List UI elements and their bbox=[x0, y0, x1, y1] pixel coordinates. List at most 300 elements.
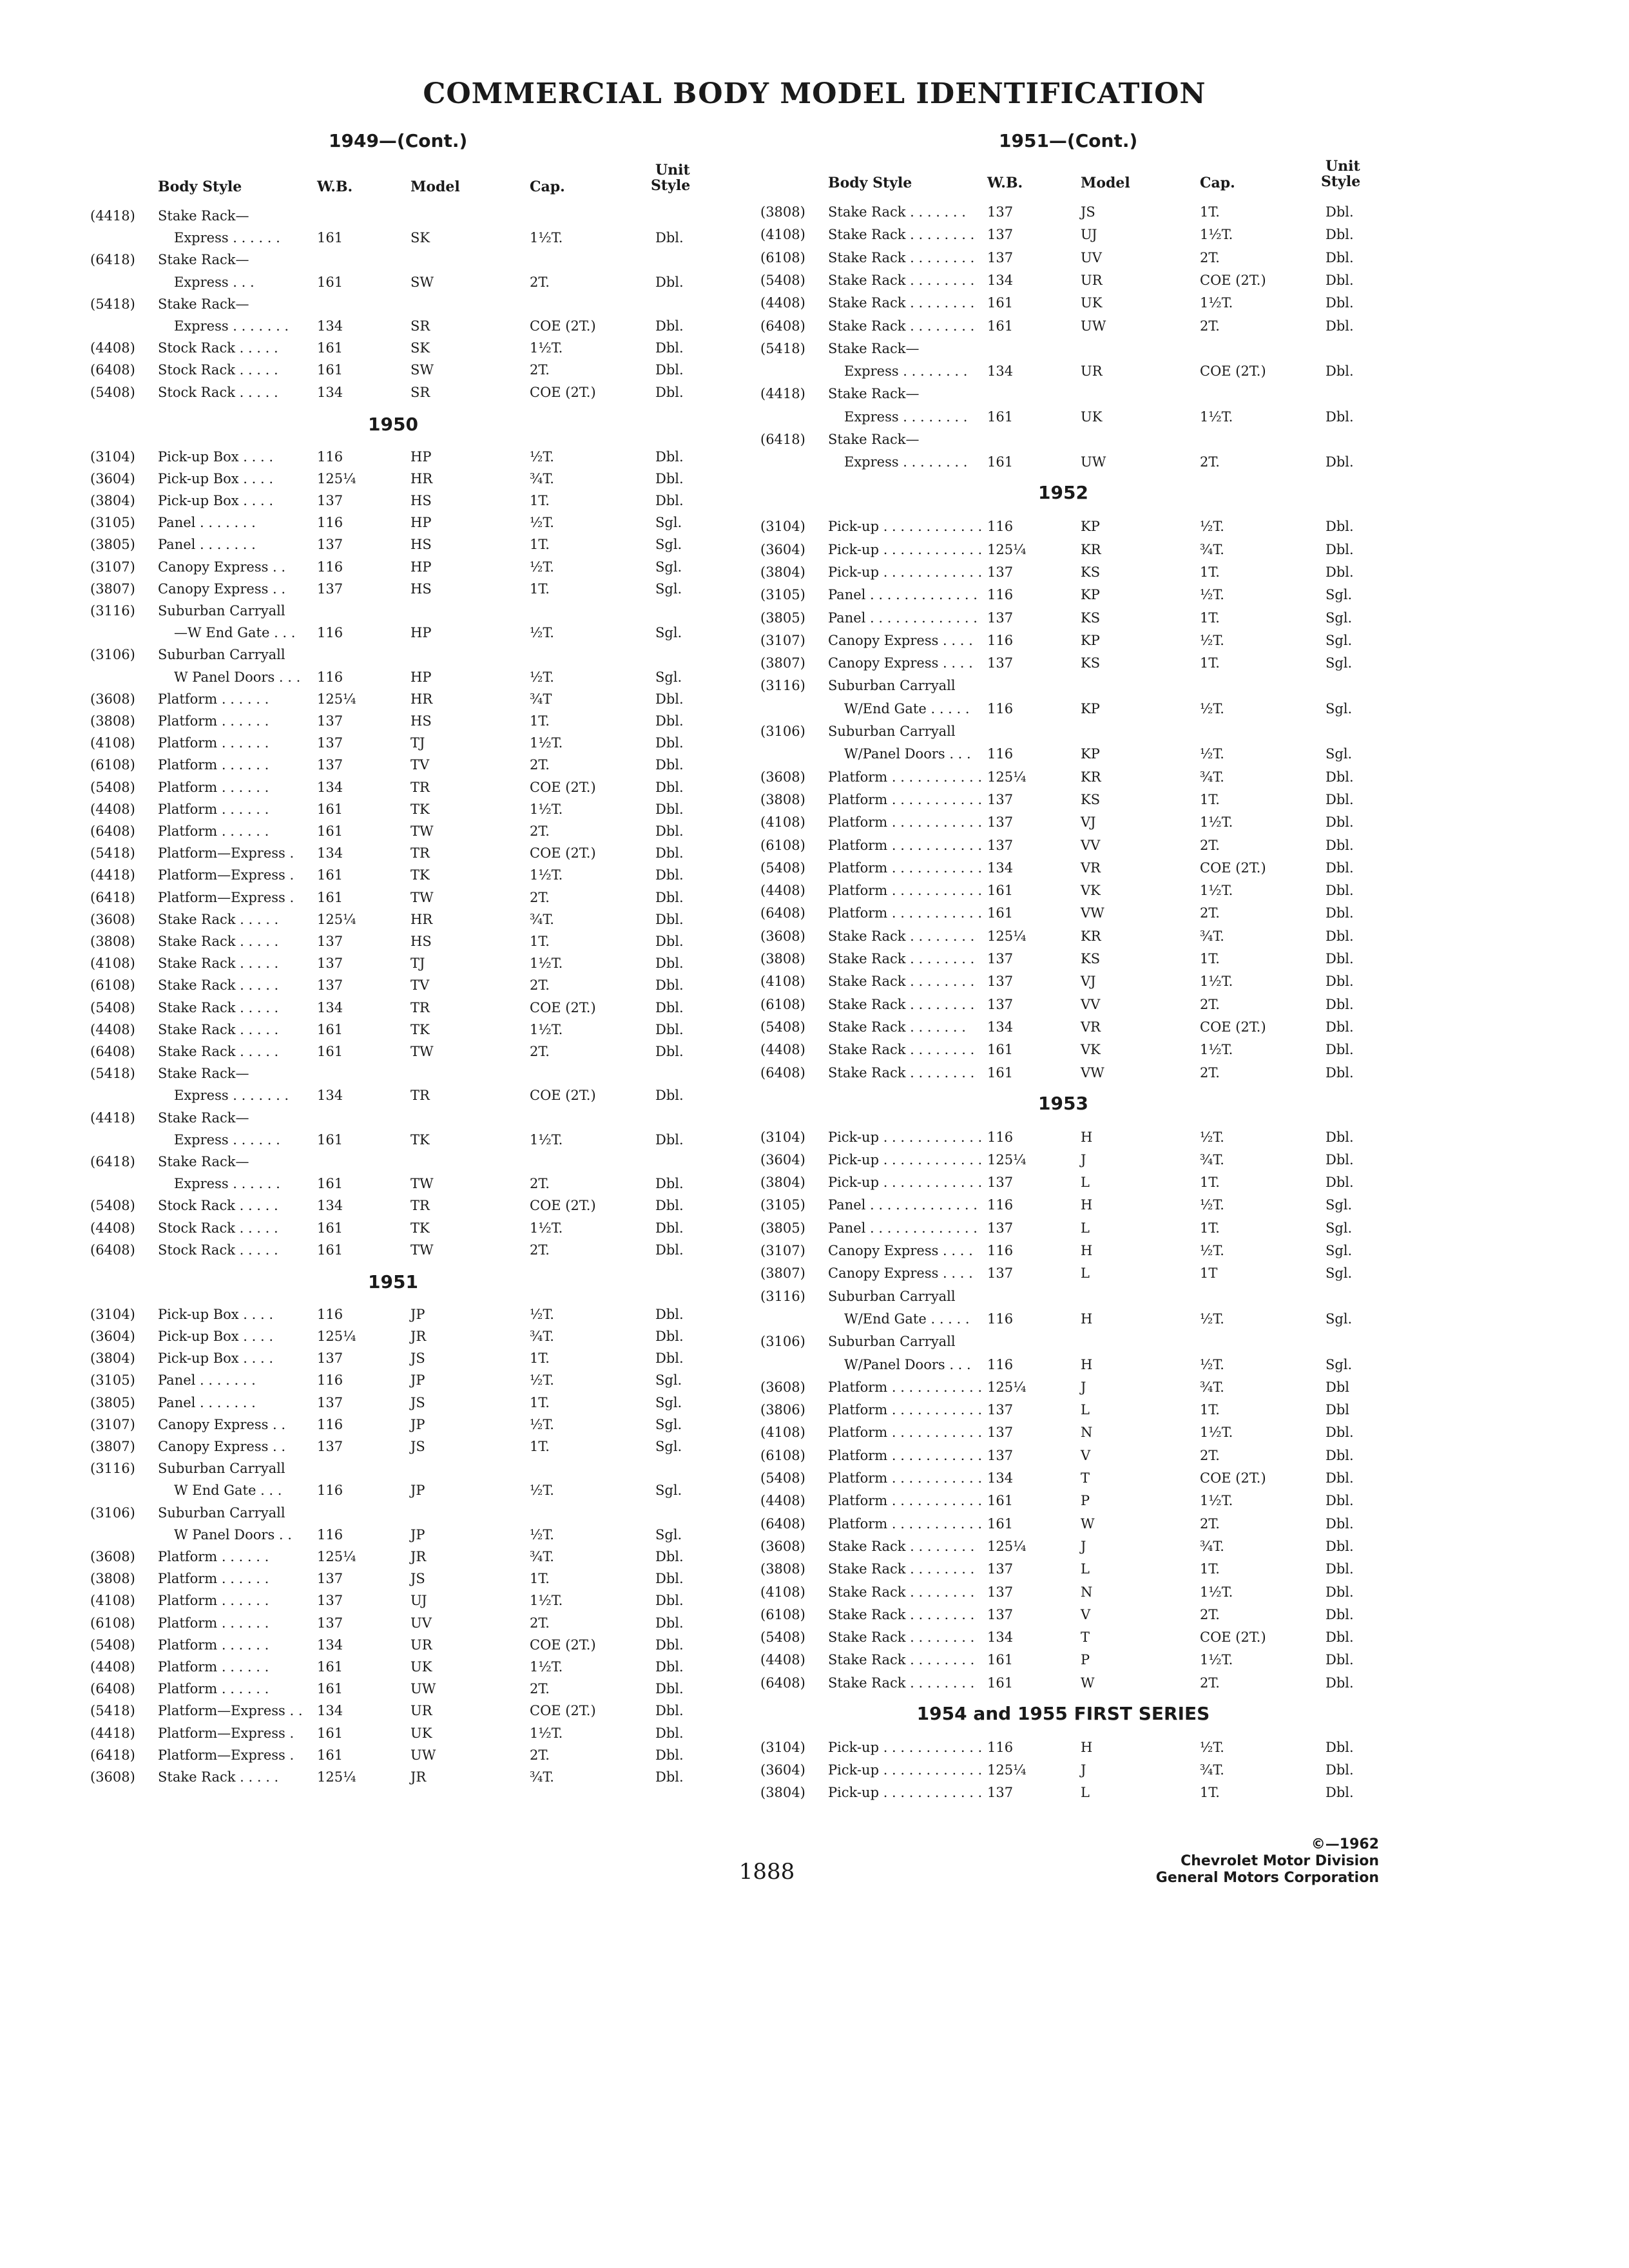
wheelbase-cell: 116 bbox=[317, 1306, 343, 1322]
model-code-cell: UK bbox=[410, 1659, 432, 1675]
unit-style-cell: Dbl. bbox=[1325, 1584, 1354, 1600]
model-code-cell: JP bbox=[410, 1372, 425, 1389]
header-body-style: Body Style bbox=[158, 178, 242, 195]
wheelbase-cell: 116 bbox=[317, 625, 343, 641]
table-row bbox=[760, 1126, 1379, 1148]
body-code-cell: (4418) bbox=[760, 386, 805, 402]
capacity-cell: 2T. bbox=[1200, 249, 1220, 265]
wheelbase-cell: 116 bbox=[987, 1129, 1014, 1145]
table-row bbox=[90, 842, 709, 864]
model-code-cell: H bbox=[1081, 1739, 1093, 1755]
capacity-cell: COE (2T.) bbox=[1200, 1019, 1266, 1035]
table-row bbox=[760, 1171, 1379, 1193]
capacity-cell: COE (2T.) bbox=[1200, 1470, 1266, 1486]
wheelbase-cell: 137 bbox=[317, 537, 343, 553]
body-style-cell: W/Panel Doors . . . bbox=[844, 746, 971, 762]
table-row bbox=[90, 754, 709, 776]
table-row bbox=[90, 1546, 709, 1568]
table-row bbox=[760, 1672, 1379, 1694]
table-row bbox=[760, 1467, 1379, 1489]
capacity-cell: 2T. bbox=[530, 889, 550, 905]
body-code-cell: (6108) bbox=[760, 996, 805, 1012]
table-row bbox=[760, 201, 1379, 223]
body-style-cell: Pick-up . . . . . . . . . . . . bbox=[828, 1129, 983, 1145]
corporation-name: General Motors Corporation bbox=[1155, 1870, 1379, 1886]
capacity-cell: ½T. bbox=[1200, 632, 1224, 648]
wheelbase-cell: 134 bbox=[317, 1637, 343, 1653]
table-row bbox=[90, 512, 709, 533]
model-code-cell: L bbox=[1081, 1175, 1090, 1191]
table-row bbox=[760, 584, 1379, 606]
body-style-cell: Panel . . . . . . . . . . . . . bbox=[828, 1197, 978, 1213]
table-row bbox=[90, 1303, 709, 1325]
unit-style-cell: Dbl. bbox=[655, 1659, 684, 1675]
body-code-cell: (3804) bbox=[760, 1785, 805, 1801]
table-row bbox=[760, 1445, 1379, 1466]
wheelbase-cell: 137 bbox=[987, 837, 1014, 853]
unit-style-cell: Sgl. bbox=[655, 1416, 682, 1432]
model-code-cell: JS bbox=[410, 1439, 425, 1454]
capacity-cell: ½T. bbox=[530, 1372, 554, 1389]
table-row bbox=[760, 1331, 1379, 1352]
table-row bbox=[90, 776, 709, 798]
table-row bbox=[90, 315, 709, 337]
header-wb: W.B. bbox=[317, 178, 353, 195]
model-code-cell: SR bbox=[410, 384, 430, 400]
body-style-cell: Stake Rack— bbox=[158, 1066, 249, 1082]
unit-style-cell: Dbl. bbox=[655, 1769, 684, 1785]
model-code-cell: TK bbox=[410, 801, 430, 817]
table-row bbox=[760, 292, 1379, 314]
unit-style-cell: Dbl. bbox=[655, 1747, 684, 1763]
table-row bbox=[90, 490, 709, 512]
model-code-cell: JP bbox=[410, 1483, 425, 1499]
body-style-cell: Pick-up Box . . . . bbox=[158, 1350, 274, 1367]
body-style-cell: Stake Rack . . . . . . . . bbox=[828, 295, 975, 311]
wheelbase-cell: 161 bbox=[317, 1044, 343, 1059]
header-unit: Unit bbox=[655, 162, 690, 178]
table-row bbox=[90, 227, 709, 249]
capacity-cell: ½T. bbox=[1200, 1356, 1224, 1372]
unit-style-cell: Dbl. bbox=[1325, 1739, 1354, 1755]
table-row bbox=[760, 743, 1379, 765]
wheelbase-cell: 161 bbox=[317, 1220, 343, 1236]
body-style-cell: Suburban Carryall bbox=[828, 724, 956, 739]
body-code-cell: (3608) bbox=[90, 1549, 135, 1564]
table-row bbox=[760, 1016, 1379, 1038]
body-code-cell: (6408) bbox=[90, 1242, 135, 1258]
wheelbase-cell: 137 bbox=[987, 1447, 1014, 1463]
model-code-cell: TW bbox=[410, 889, 434, 905]
table-row bbox=[760, 515, 1379, 537]
body-style-cell: Panel . . . . . . . . . . . . . bbox=[828, 1220, 978, 1236]
wheelbase-cell: 116 bbox=[317, 1483, 343, 1499]
table-row bbox=[90, 1744, 709, 1766]
model-code-cell: H bbox=[1081, 1197, 1093, 1213]
capacity-cell: ½T. bbox=[1200, 746, 1224, 762]
unit-style-cell: Dbl. bbox=[1325, 408, 1354, 425]
body-style-cell: Platform . . . . . . bbox=[158, 1593, 269, 1609]
model-code-cell: KS bbox=[1081, 610, 1101, 626]
body-style-cell: Panel . . . . . . . bbox=[158, 1394, 256, 1410]
capacity-cell: 1T. bbox=[530, 1439, 550, 1454]
capacity-cell: 1½T. bbox=[530, 1131, 563, 1148]
wheelbase-cell: 134 bbox=[987, 1470, 1014, 1486]
body-style-cell: Stake Rack . . . . . . . . bbox=[828, 974, 975, 990]
body-style-cell: Suburban Carryall bbox=[158, 647, 285, 663]
unit-style-cell: Dbl. bbox=[655, 911, 684, 927]
body-code-cell: (5418) bbox=[90, 1066, 135, 1082]
capacity-cell: 1T. bbox=[530, 581, 550, 597]
model-code-cell: UR bbox=[1081, 363, 1103, 380]
body-code-cell: (5408) bbox=[90, 1198, 135, 1214]
capacity-cell: COE (2T.) bbox=[1200, 1629, 1266, 1646]
body-style-cell: Platform—Express . bbox=[158, 845, 294, 861]
wheelbase-cell: 137 bbox=[317, 977, 343, 994]
body-code-cell: (6408) bbox=[90, 362, 135, 378]
body-code-cell: (5408) bbox=[760, 860, 805, 876]
unit-style-cell: Dbl. bbox=[1325, 1493, 1354, 1509]
model-code-cell: SW bbox=[410, 362, 434, 378]
body-code-cell: (4408) bbox=[90, 1220, 135, 1236]
model-code-cell: KS bbox=[1081, 564, 1101, 580]
wheelbase-cell: 125¼ bbox=[987, 928, 1027, 944]
table-row bbox=[90, 1436, 709, 1457]
body-code-cell: (5408) bbox=[760, 1629, 805, 1646]
unit-style-cell: Dbl. bbox=[1325, 814, 1354, 831]
body-code-cell: (3808) bbox=[90, 1571, 135, 1587]
wheelbase-cell: 116 bbox=[987, 632, 1014, 648]
capacity-cell: ½T. bbox=[1200, 1197, 1224, 1213]
capacity-cell: 1½T. bbox=[530, 1220, 563, 1236]
model-code-cell: TW bbox=[410, 1242, 434, 1258]
table-row bbox=[760, 315, 1379, 337]
body-style-cell: Platform . . . . . . . . . . . bbox=[828, 905, 983, 921]
table-row bbox=[760, 1354, 1379, 1376]
model-code-cell: P bbox=[1081, 1652, 1090, 1668]
wheelbase-cell: 125¼ bbox=[987, 1379, 1027, 1395]
body-style-cell: Express . . . bbox=[174, 274, 255, 290]
table-row bbox=[90, 1634, 709, 1656]
unit-style-cell: Dbl. bbox=[1325, 905, 1354, 921]
body-style-cell: Platform . . . . . . bbox=[158, 1637, 269, 1653]
wheelbase-cell: 134 bbox=[987, 1019, 1014, 1035]
body-code-cell: (3805) bbox=[760, 1220, 805, 1236]
unit-style-cell: Dbl. bbox=[655, 1242, 684, 1258]
unit-style-cell: Dbl. bbox=[1325, 454, 1354, 470]
table-row bbox=[760, 1149, 1379, 1171]
wheelbase-cell: 125¼ bbox=[987, 769, 1027, 785]
unit-style-cell: Dbl. bbox=[1325, 363, 1354, 380]
model-code-cell: JR bbox=[410, 1769, 427, 1785]
body-style-cell: Express . . . . . . . bbox=[174, 1088, 289, 1104]
table-row bbox=[90, 974, 709, 996]
body-code-cell: (4408) bbox=[90, 1659, 135, 1675]
model-code-cell: J bbox=[1081, 1379, 1086, 1395]
unit-style-cell: Dbl. bbox=[655, 691, 684, 707]
unit-style-cell: Dbl. bbox=[655, 1350, 684, 1367]
wheelbase-cell: 137 bbox=[317, 1350, 343, 1367]
table-row bbox=[90, 1414, 709, 1436]
model-code-cell: TR bbox=[410, 845, 430, 861]
body-style-cell: Pick-up . . . . . . . . . . . . bbox=[828, 1785, 983, 1801]
model-code-cell: HS bbox=[410, 581, 432, 597]
body-style-cell: Express . . . . . . . . bbox=[844, 363, 968, 380]
unit-style-cell: Dbl. bbox=[655, 1571, 684, 1587]
body-code-cell: (4408) bbox=[90, 1021, 135, 1037]
table-row bbox=[760, 1062, 1379, 1084]
capacity-cell: ½T. bbox=[530, 625, 554, 641]
wheelbase-cell: 161 bbox=[987, 1675, 1014, 1691]
capacity-cell: ¾T. bbox=[530, 470, 554, 486]
body-style-cell: Platform . . . . . . . . . . . bbox=[828, 1493, 983, 1509]
capacity-cell: 2T. bbox=[1200, 1447, 1220, 1463]
body-style-cell: Platform . . . . . . bbox=[158, 757, 269, 773]
table-row bbox=[760, 902, 1379, 924]
model-code-cell: HP bbox=[410, 515, 432, 531]
model-code-cell: KP bbox=[1081, 587, 1100, 603]
wheelbase-cell: 116 bbox=[987, 1197, 1014, 1213]
body-code-cell: (3808) bbox=[760, 791, 805, 807]
body-style-cell: Stake Rack . . . . . . . . bbox=[828, 249, 975, 265]
body-style-cell: W End Gate . . . bbox=[174, 1483, 282, 1499]
unit-style-cell: Dbl. bbox=[1325, 318, 1354, 334]
model-code-cell: L bbox=[1081, 1785, 1090, 1801]
wheelbase-cell: 137 bbox=[987, 564, 1014, 580]
capacity-cell: COE (2T.) bbox=[1200, 363, 1266, 380]
table-row bbox=[760, 1626, 1379, 1648]
unit-style-cell: Dbl. bbox=[655, 934, 684, 949]
table-row bbox=[90, 644, 709, 666]
unit-style-cell: Sgl. bbox=[655, 559, 682, 575]
capacity-cell: 1½T. bbox=[1200, 1493, 1233, 1509]
body-style-cell: Stake Rack . . . . . bbox=[158, 1021, 279, 1037]
table-row bbox=[760, 1308, 1379, 1330]
capacity-cell: ¾T. bbox=[530, 1329, 554, 1344]
body-style-cell: Platform . . . . . . bbox=[158, 1615, 269, 1631]
model-code-cell: J bbox=[1081, 1762, 1086, 1778]
wheelbase-cell: 137 bbox=[987, 1785, 1014, 1801]
unit-style-cell: Dbl. bbox=[1325, 1785, 1354, 1801]
body-style-cell: Express . . . . . . bbox=[174, 230, 280, 246]
table-row bbox=[760, 269, 1379, 291]
body-style-cell: Stock Rack . . . . . bbox=[158, 1220, 278, 1236]
unit-style-cell: Dbl. bbox=[655, 956, 684, 972]
model-code-cell: UW bbox=[410, 1681, 436, 1697]
model-code-cell: VK bbox=[1081, 1042, 1101, 1058]
body-style-cell: Pick-up . . . . . . . . . . . . bbox=[828, 1739, 983, 1755]
body-style-cell: Pick-up . . . . . . . . . . . . bbox=[828, 1151, 983, 1168]
model-code-cell: KR bbox=[1081, 928, 1101, 944]
unit-style-cell: Sgl. bbox=[655, 669, 682, 685]
model-code-cell: H bbox=[1081, 1243, 1093, 1258]
table-row bbox=[760, 338, 1379, 360]
unit-style-cell: Dbl. bbox=[1325, 1425, 1354, 1441]
body-code-cell: (6108) bbox=[760, 249, 805, 265]
model-code-cell: UR bbox=[1081, 272, 1103, 288]
table-row bbox=[760, 451, 1379, 473]
capacity-cell: COE (2T.) bbox=[530, 318, 596, 334]
capacity-cell: ½T. bbox=[1200, 700, 1224, 716]
model-code-cell: UJ bbox=[1081, 227, 1097, 243]
body-code-cell: (3608) bbox=[90, 911, 135, 927]
model-code-cell: J bbox=[1081, 1151, 1086, 1168]
table-row bbox=[90, 1129, 709, 1151]
unit-style-cell: Dbl. bbox=[1325, 1019, 1354, 1035]
table-row bbox=[90, 1107, 709, 1129]
unit-style-cell: Sgl. bbox=[655, 625, 682, 641]
capacity-cell: 1½T. bbox=[1200, 295, 1233, 311]
body-style-cell: Platform . . . . . . bbox=[158, 779, 269, 795]
left-column-title: 1949—(Cont.) bbox=[329, 130, 468, 151]
body-code-cell: (5408) bbox=[760, 1470, 805, 1486]
unit-style-cell: Dbl. bbox=[655, 1198, 684, 1214]
body-code-cell: (6108) bbox=[90, 757, 135, 773]
body-style-cell: Platform . . . . . . bbox=[158, 713, 269, 729]
body-style-cell: Stake Rack . . . . . bbox=[158, 1769, 279, 1785]
table-row bbox=[760, 1782, 1379, 1803]
capacity-cell: 1T. bbox=[1200, 564, 1220, 580]
unit-style-cell: Dbl. bbox=[655, 713, 684, 729]
body-code-cell: (6108) bbox=[760, 1606, 805, 1622]
wheelbase-cell: 137 bbox=[317, 1394, 343, 1410]
body-code-cell: (5418) bbox=[90, 845, 135, 861]
body-style-cell: Canopy Express . . bbox=[158, 1439, 286, 1454]
capacity-cell: ½T. bbox=[1200, 1243, 1224, 1258]
table-row bbox=[90, 1612, 709, 1634]
body-style-cell: Suburban Carryall bbox=[828, 1334, 956, 1350]
capacity-cell: 2T. bbox=[530, 977, 550, 994]
unit-style-cell: Dbl. bbox=[1325, 769, 1354, 785]
model-code-cell: UW bbox=[1081, 318, 1106, 334]
body-style-cell: Platform . . . . . . bbox=[158, 801, 269, 817]
wheelbase-cell: 134 bbox=[317, 318, 343, 334]
capacity-cell: ½T. bbox=[530, 515, 554, 531]
capacity-cell: 1½T. bbox=[530, 340, 563, 356]
wheelbase-cell: 134 bbox=[317, 1703, 343, 1719]
model-code-cell: UV bbox=[1081, 249, 1102, 265]
model-code-cell: HP bbox=[410, 448, 432, 465]
capacity-cell: 1T. bbox=[1200, 655, 1220, 671]
unit-style-cell: Dbl. bbox=[655, 977, 684, 994]
body-style-cell: Platform . . . . . . . . . . . bbox=[828, 791, 983, 807]
unit-style-cell: Dbl. bbox=[1325, 974, 1354, 990]
table-row bbox=[90, 337, 709, 359]
table-row bbox=[760, 224, 1379, 245]
body-code-cell: (5408) bbox=[90, 999, 135, 1015]
unit-style-cell: Sgl. bbox=[1325, 1356, 1353, 1372]
body-style-cell: Platform . . . . . . . . . . . bbox=[828, 1515, 983, 1532]
model-code-cell: L bbox=[1081, 1561, 1090, 1577]
capacity-cell: 2T. bbox=[530, 823, 550, 839]
unit-style-cell: Dbl. bbox=[655, 493, 684, 508]
table-row bbox=[90, 908, 709, 930]
model-code-cell: TW bbox=[410, 823, 434, 839]
wheelbase-cell: 161 bbox=[317, 230, 343, 246]
wheelbase-cell: 161 bbox=[317, 867, 343, 883]
unit-style-cell: Dbl. bbox=[655, 230, 684, 246]
wheelbase-cell: 161 bbox=[987, 454, 1014, 470]
unit-style-cell: Sgl. bbox=[1325, 655, 1353, 671]
wheelbase-cell: 137 bbox=[317, 757, 343, 773]
body-code-cell: (4408) bbox=[90, 801, 135, 817]
table-row bbox=[90, 533, 709, 555]
capacity-cell: ¾T. bbox=[530, 1549, 554, 1564]
body-code-cell: (6418) bbox=[90, 889, 135, 905]
section-heading: 1950 bbox=[368, 413, 418, 435]
table-row bbox=[90, 1239, 709, 1261]
body-style-cell: Express . . . . . . . . bbox=[844, 454, 968, 470]
wheelbase-cell: 137 bbox=[987, 1561, 1014, 1577]
capacity-cell: 1½T. bbox=[530, 230, 563, 246]
table-row bbox=[760, 383, 1379, 405]
unit-style-cell: Dbl. bbox=[655, 779, 684, 795]
unit-style-cell: Sgl. bbox=[655, 1372, 682, 1389]
wheelbase-cell: 161 bbox=[317, 274, 343, 290]
body-code-cell: (3116) bbox=[760, 1288, 805, 1304]
wheelbase-cell: 125¼ bbox=[317, 911, 356, 927]
body-code-cell: (3107) bbox=[760, 1243, 805, 1258]
body-style-cell: Stake Rack . . . . . . . . bbox=[828, 1675, 975, 1691]
body-code-cell: (3604) bbox=[90, 1329, 135, 1344]
capacity-cell: COE (2T.) bbox=[530, 999, 596, 1015]
model-code-cell: JS bbox=[410, 1350, 425, 1367]
body-style-cell: Platform . . . . . . bbox=[158, 823, 269, 839]
unit-style-cell: Sgl. bbox=[655, 1526, 682, 1542]
wheelbase-cell: 137 bbox=[987, 1220, 1014, 1236]
unit-style-cell: Sgl. bbox=[655, 1483, 682, 1499]
body-style-cell: Canopy Express . . bbox=[158, 1416, 286, 1432]
capacity-cell: 1T bbox=[1200, 1265, 1218, 1282]
table-row bbox=[90, 952, 709, 974]
table-row bbox=[760, 1039, 1379, 1061]
header-model: Model bbox=[1081, 175, 1130, 191]
capacity-cell: 2T. bbox=[1200, 837, 1220, 853]
unit-style-cell: Dbl. bbox=[1325, 1129, 1354, 1145]
unit-style-cell: Dbl. bbox=[655, 1681, 684, 1697]
capacity-cell: 2T. bbox=[1200, 905, 1220, 921]
body-code-cell: (6418) bbox=[90, 1747, 135, 1763]
model-code-cell: TK bbox=[410, 867, 430, 883]
model-code-cell: N bbox=[1081, 1425, 1093, 1441]
unit-style-cell: Dbl. bbox=[655, 999, 684, 1015]
body-style-cell: Stake Rack— bbox=[158, 1154, 249, 1169]
body-code-cell: (4108) bbox=[760, 227, 805, 243]
capacity-cell: ½T. bbox=[530, 559, 554, 575]
capacity-cell: 2T. bbox=[530, 1242, 550, 1258]
body-code-cell: (6408) bbox=[90, 1044, 135, 1059]
body-style-cell: Platform . . . . . . . . . . . bbox=[828, 883, 983, 899]
body-style-cell: Platform . . . . . . bbox=[158, 1571, 269, 1587]
body-style-cell: Platform . . . . . . . . . . . bbox=[828, 769, 983, 785]
table-row bbox=[760, 1736, 1379, 1758]
model-code-cell: T bbox=[1081, 1629, 1090, 1646]
body-code-cell: (6408) bbox=[90, 823, 135, 839]
wheelbase-cell: 161 bbox=[987, 1064, 1014, 1081]
unit-style-cell: Dbl. bbox=[1325, 951, 1354, 966]
body-style-cell: Platform—Express . bbox=[158, 889, 294, 905]
model-code-cell: HR bbox=[410, 691, 433, 707]
body-code-cell: (3804) bbox=[760, 564, 805, 580]
capacity-cell: 2T. bbox=[530, 362, 550, 378]
body-style-cell: Stake Rack— bbox=[828, 432, 920, 447]
model-code-cell: VV bbox=[1081, 837, 1101, 853]
capacity-cell: 1T. bbox=[530, 1350, 550, 1367]
capacity-cell: ½T. bbox=[530, 1306, 554, 1322]
capacity-cell: 1½T. bbox=[1200, 408, 1233, 425]
header-wb: W.B. bbox=[987, 175, 1023, 191]
model-code-cell: L bbox=[1081, 1265, 1090, 1282]
